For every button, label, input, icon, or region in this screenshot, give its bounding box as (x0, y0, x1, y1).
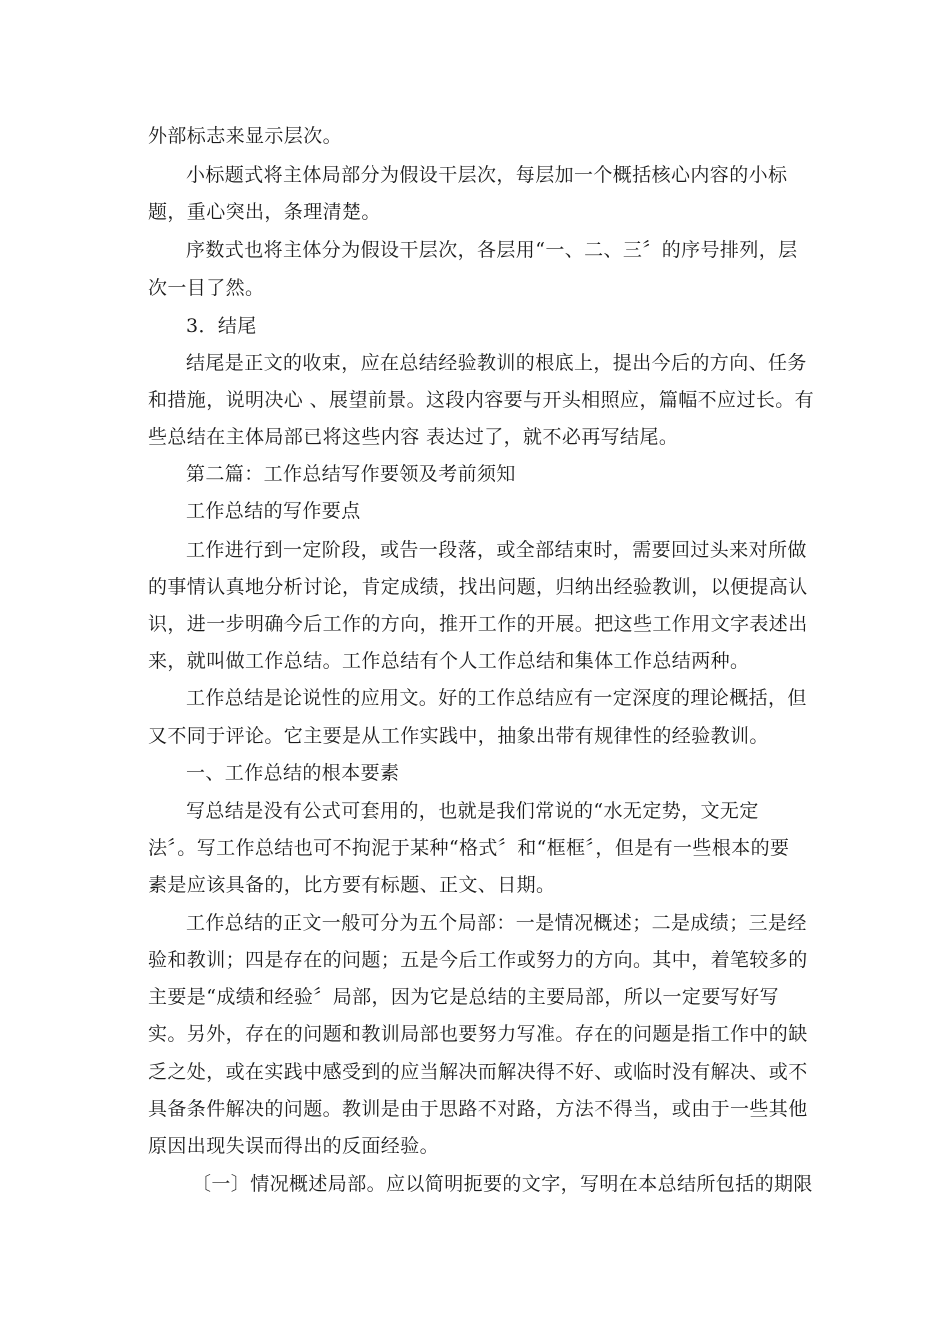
text-line: 原因出现失误而得出的反面经验。 (148, 1135, 440, 1157)
text-line: 来，就叫做工作总结。工作总结有个人工作总结和集体工作总结两种。 (148, 650, 750, 672)
text-line: 又不同于评论。它主要是从工作实践中，抽象出带有规律性的经验教训。 (148, 725, 769, 747)
text-line: 工作进行到一定阶段，或告一段落，或全部结束时，需要回过头来对所做 (186, 539, 807, 561)
text-line: 主要是“成绩和经验〞局部，因为它是总结的主要局部，所以一定要写好写 (148, 986, 779, 1008)
text-line: 结尾是正文的收束，应在总结经验教训的根底上，提出今后的方向、任务 (186, 352, 807, 374)
text-line: 工作总结是论说性的应用文。好的工作总结应有一定深度的理论概括，但 (186, 687, 807, 709)
text-line: 的事情认真地分析讨论，肯定成绩，找出问题，归纳出经验教训，以便提高认 (148, 576, 808, 598)
text-line: 外部标志来显示层次。 (148, 125, 343, 147)
text-line: 工作总结的正文一般可分为五个局部：一是情况概述；二是成绩；三是经 (186, 912, 807, 934)
text-line: 识，进一步明确今后工作的方向，推开工作的开展。把这些工作用文字表述出 (148, 613, 808, 635)
text-line: 序数式也将主体分为假设干层次，各层用“一、二、三〞的序号排列，层 (186, 239, 798, 261)
text-line: 和措施，说明决心 、展望前景。这段内容要与开头相照应，篇幅不应过长。有 (148, 389, 815, 411)
text-line: 次一目了然。 (148, 277, 265, 299)
text-line: 写总结是没有公式可套用的，也就是我们常说的“水无定势，文无定 (186, 800, 759, 822)
text-line: 实。另外，存在的问题和教训局部也要努力写准。存在的问题是指工作中的缺 (148, 1023, 808, 1045)
text-line: 素是应该具备的，比方要有标题、正文、日期。 (148, 874, 556, 896)
section-heading: 工作总结的写作要点 (186, 500, 361, 522)
text-line: 题，重心突出，条理清楚。 (148, 201, 381, 223)
section-heading: 〔一〕情况概述局部。应以简明扼要的文字，写明在本总结所包括的期限 (192, 1173, 813, 1195)
text-line: 小标题式将主体局部分为假设干层次，每层加一个概括核心内容的小标 (186, 164, 788, 186)
section-heading: 一、工作总结的根本要素 (186, 762, 400, 784)
text-line: 具备条件解决的问题。教训是由于思路不对路，方法不得当，或由于一些其他 (148, 1098, 808, 1120)
section-heading: 3．结尾 (186, 315, 257, 337)
chapter-title: 第二篇：工作总结写作要领及考前须知 (186, 463, 516, 485)
text-line: 些总结在主体局部已将这些内容 表达过了，就不必再写结尾。 (148, 426, 679, 448)
text-line: 法〞。写工作总结也可不拘泥于某种“格式〞和“框框〞，但是有一些根本的要 (148, 837, 790, 859)
text-line: 乏之处，或在实践中感受到的应当解决而解决得不好、或临时没有解决、或不 (148, 1061, 808, 1083)
text-line: 验和教训；四是存在的问题；五是今后工作或努力的方向。其中，着笔较多的 (148, 949, 808, 971)
